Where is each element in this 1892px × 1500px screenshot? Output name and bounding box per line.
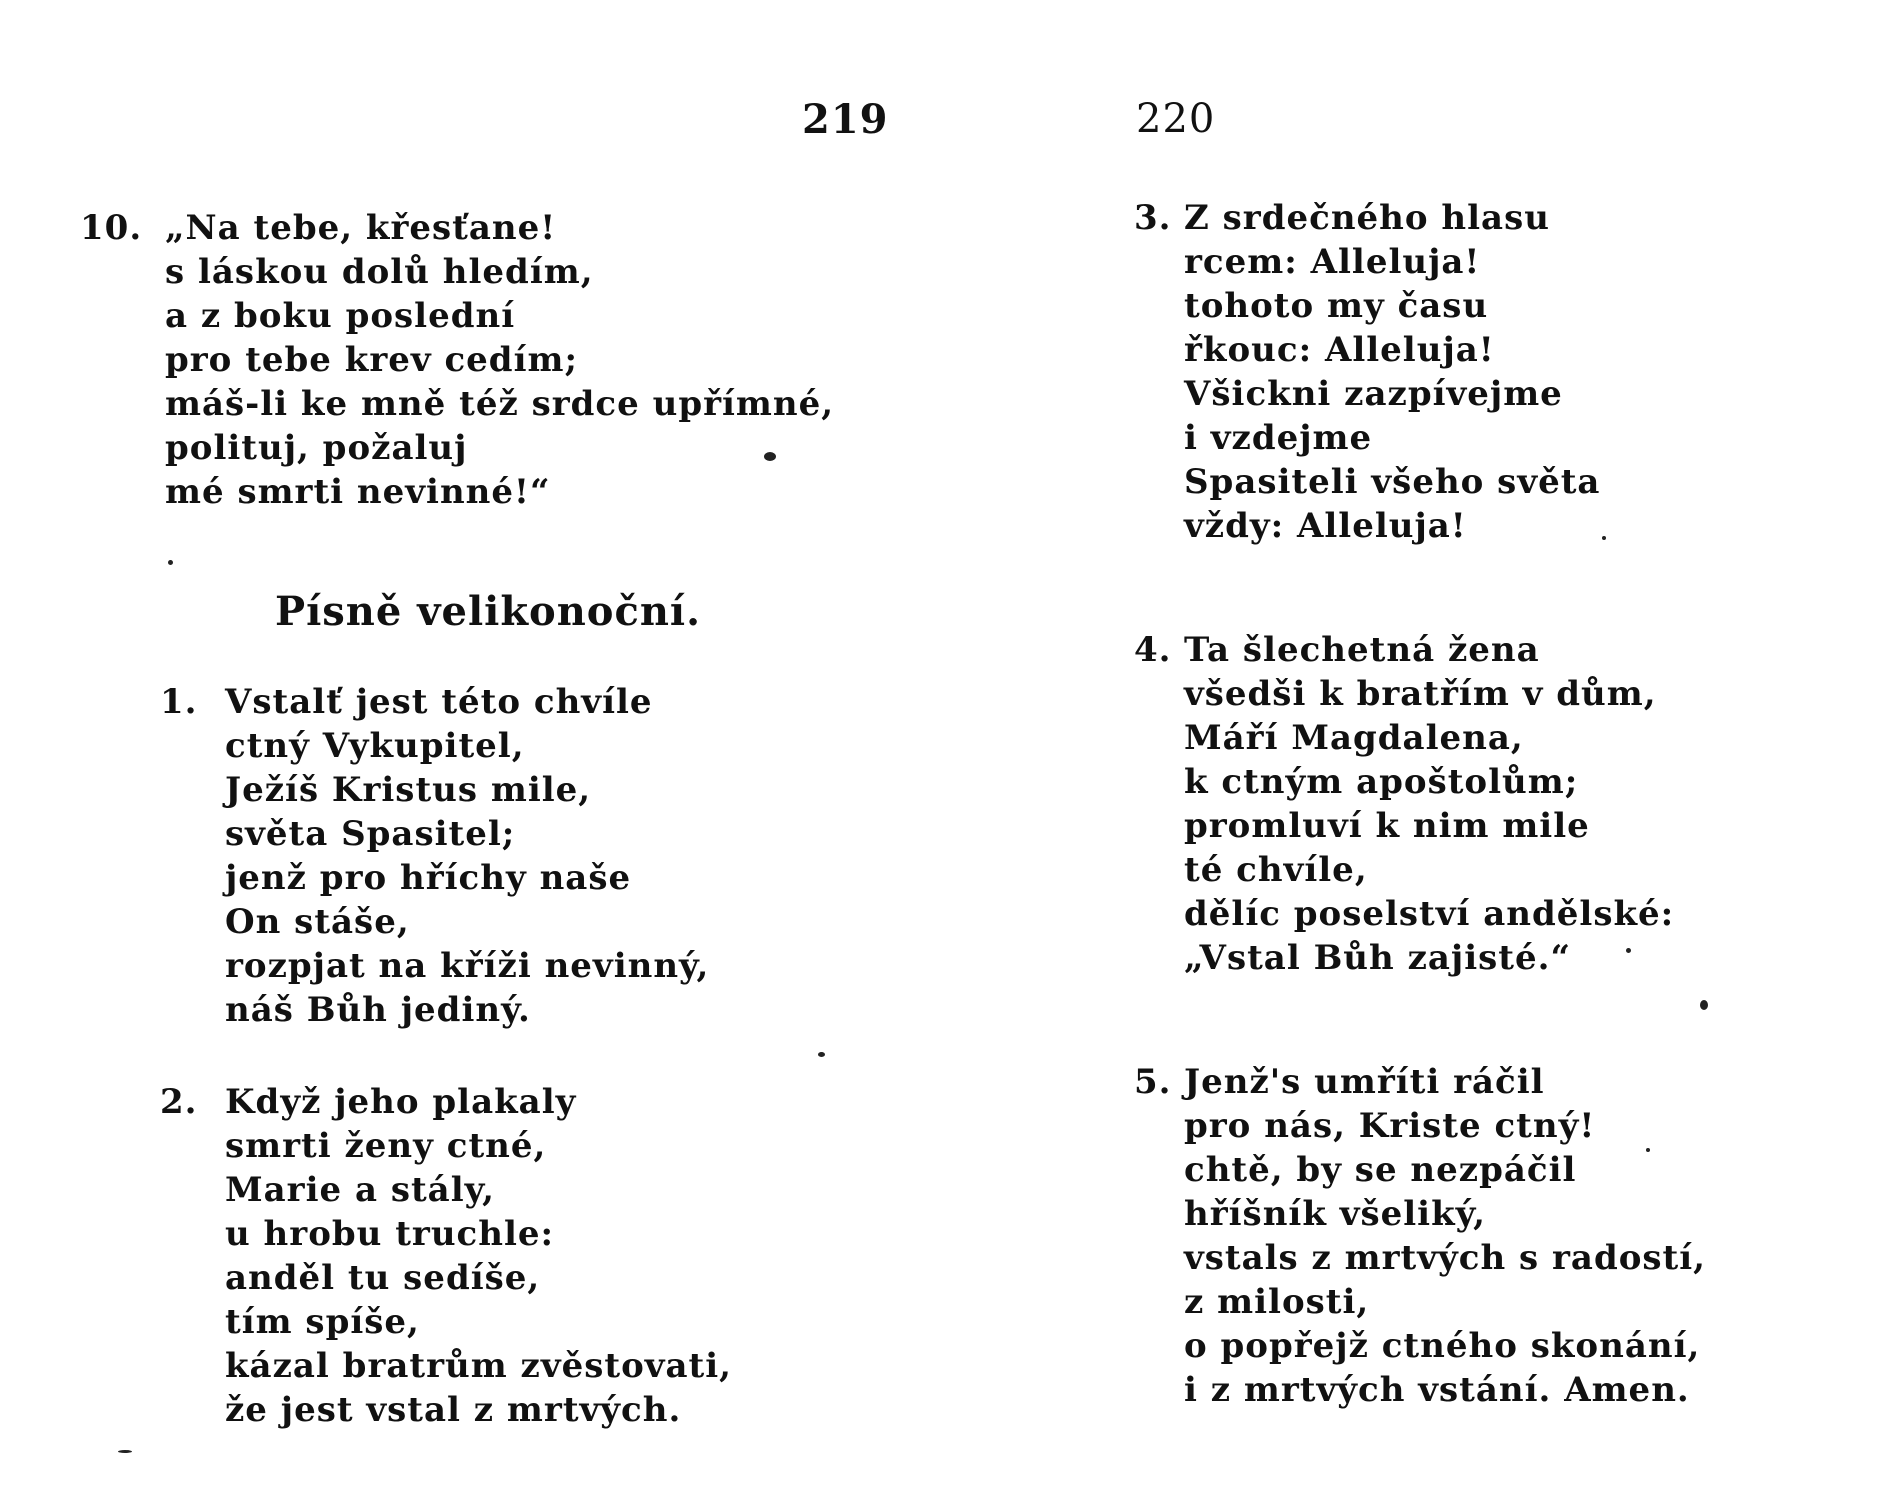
verse-line: „Vstal Bůh zajisté.“ [1184,938,1572,978]
verse-line: řkouc: Alleluja! [1184,330,1495,370]
verse-line: rcem: Alleluja! [1184,242,1481,282]
ink-speck [1626,948,1631,953]
verse-line: k ctným apoštolům; [1184,762,1579,802]
verse-line: Všickni zazpívejme [1184,374,1563,414]
ink-speck [118,1450,132,1453]
verse-line: Máří Magdalena, [1184,718,1524,758]
verse-line: jenž pro hříchy naše [225,858,632,898]
stanza-number: 1. [160,682,198,722]
stanza-2 [160,1080,733,1432]
verse-line: Vstalť jest této chvíle [225,682,653,722]
right-page [946,0,1892,1500]
verse-line: vždy: Alleluja! [1184,506,1467,546]
verse-line: polituj, požaluj [165,428,468,468]
verse-line: kázal bratrům zvěstovati, [225,1346,733,1386]
verse-line: vstals z mrtvých s radostí, [1184,1238,1707,1278]
stanza-number: 3. [1134,198,1172,238]
verse-line: „Na tebe, křesťane! [165,208,557,248]
page-number: 219 [802,96,889,143]
stanza-number: 5. [1134,1062,1172,1102]
verse-line: a z boku poslední [165,296,516,336]
verse-line: promluví k nim mile [1184,806,1590,846]
verse-line: hříšník všeliký, [1184,1194,1486,1234]
ink-speck [764,452,776,461]
verse-line: anděl tu sedíše, [225,1258,541,1298]
verse-line: Jenž's umříti ráčil [1184,1062,1545,1102]
verse-line: z milosti, [1184,1282,1370,1322]
verse-line: rozpjat na kříži nevinný, [225,946,710,986]
verse-line: u hrobu truchle: [225,1214,555,1254]
verse-line: dělíc poselství andělské: [1184,894,1675,934]
verse-line: chtě, by se nezpáčil [1184,1150,1577,1190]
stanza-4 [1134,628,1675,980]
stanza-number: 2. [160,1082,198,1122]
verse-line: pro tebe krev cedím; [165,340,579,380]
verse-line: tím spíše, [225,1302,420,1342]
stanza-5 [1134,1060,1707,1412]
stanza-number: 4. [1134,630,1172,670]
section-title: Písně velikonoční. [275,588,702,635]
verse-line: i z mrtvých vstání. Amen. [1184,1370,1690,1410]
verse-line: Ježíš Kristus mile, [225,770,592,810]
stanza-1 [160,680,710,1032]
ink-speck [1646,1148,1650,1152]
verse-line: pro nás, Kriste ctný! [1184,1106,1596,1146]
page-number: 220 [1136,96,1216,142]
verse-line: i vzdejme [1184,418,1373,458]
ink-speck [818,1052,825,1057]
verse-line: mé smrti nevinné!“ [165,472,551,512]
verse-line: smrti ženy ctné, [225,1126,547,1166]
verse-line: všedši k bratřím v dům, [1184,674,1657,714]
stanza-number: 10. [80,208,143,248]
verse-line: Když jeho plakaly [225,1082,577,1122]
stanza-10 [80,206,835,514]
verse-line: ctný Vykupitel, [225,726,525,766]
verse-line: Z srdečného hlasu [1184,198,1550,238]
verse-line: Spasiteli všeho světa [1184,462,1601,502]
verse-line: On stáše, [225,902,410,942]
verse-line: Ta šlechetná žena [1184,630,1540,670]
verse-line: s láskou dolů hledím, [165,252,594,292]
verse-line: světa Spasitel; [225,814,516,854]
verse-line: máš-li ke mně též srdce upřímné, [165,384,835,424]
ink-speck [1700,1000,1708,1010]
verse-line: náš Bůh jediný. [225,990,531,1030]
verse-line: tohoto my času [1184,286,1489,326]
ink-speck [168,560,173,565]
verse-line: že jest vstal z mrtvých. [225,1390,682,1430]
verse-line: té chvíle, [1184,850,1368,890]
ink-speck [1602,536,1606,540]
stanza-3 [1134,196,1601,548]
verse-line: Marie a stály, [225,1170,495,1210]
verse-line: o popřejž ctného skonání, [1184,1326,1701,1366]
